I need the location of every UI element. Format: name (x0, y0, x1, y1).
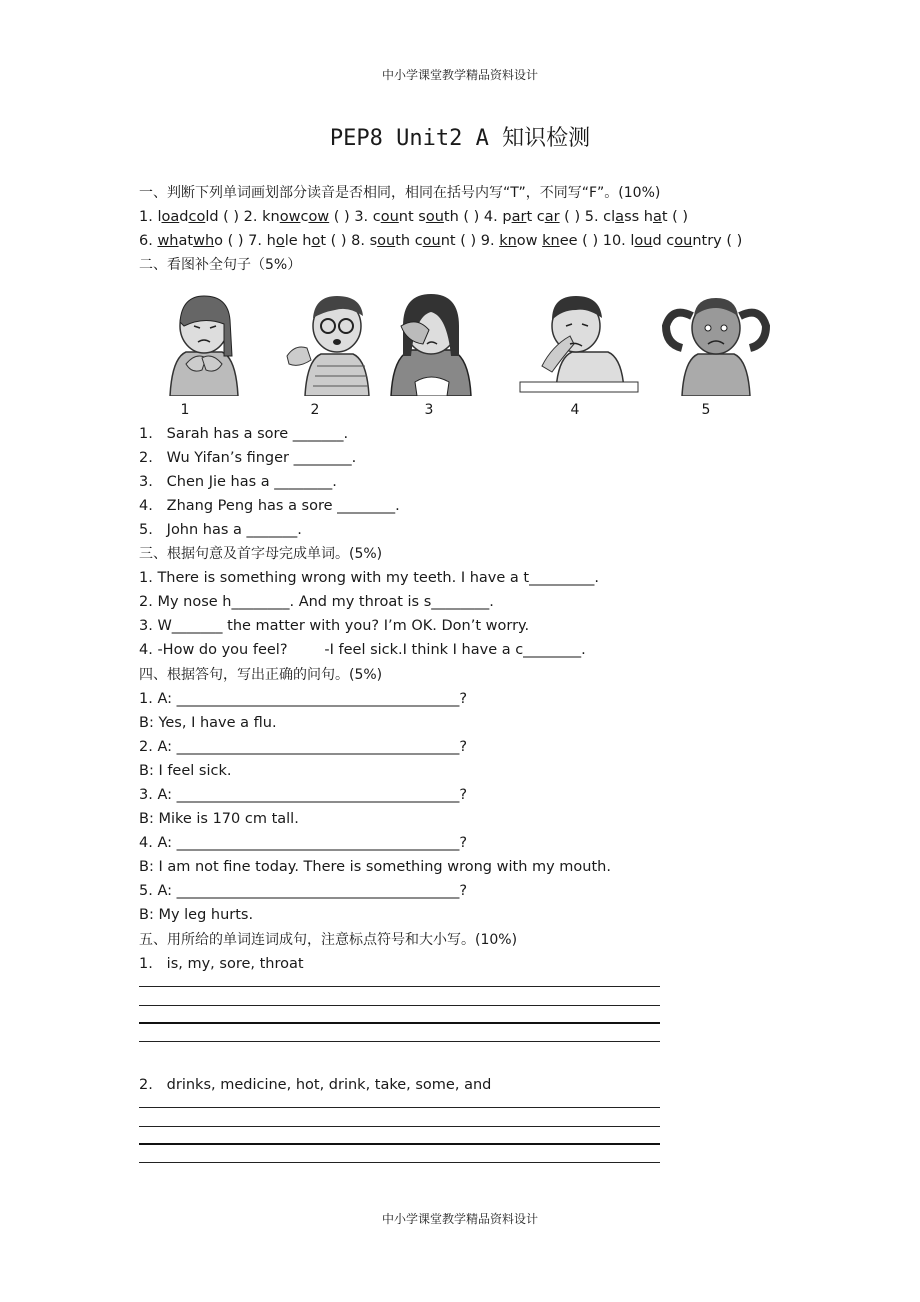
section4-answer: B: I am not fine today. There is something wrong with my mouth. (139, 859, 611, 875)
section1-heading: 一、判断下列单词画划部分读音是否相同，相同在括号内写“T”，不同写“F”。(10%) (139, 185, 661, 201)
section3-heading: 三、根据句意及首字母完成单词。(5%) (139, 546, 383, 562)
picture-girl-headache (367, 286, 495, 396)
section3-item: 2. My nose h________. And my throat is s________. (139, 594, 494, 610)
section3-item: 3. W_______ the matter with you? I’m OK. Don’t worry. (139, 618, 530, 634)
page-header: 中小学课堂教学精品资料设计 (381, 68, 538, 82)
section2-item: 1. Sarah has a sore _______. (139, 426, 349, 442)
page-title: PEP8 Unit2 A 知识检测 (329, 126, 591, 151)
answer-line (139, 1162, 660, 1163)
section4-answer: B: Yes, I have a flu. (139, 715, 277, 731)
section4-answer: B: I feel sick. (139, 763, 232, 779)
section5-heading: 五、用所给的单词连词成句，注意标点符号和大小写。(10%) (139, 932, 518, 948)
answer-line (139, 1107, 660, 1108)
picture-number: 3 (424, 402, 434, 418)
picture-boy-nose (512, 286, 640, 396)
section2-heading: 二、看图补全句子（5%） (139, 257, 302, 273)
section5-question: 1. is, my, sore, throat (139, 956, 304, 972)
answer-line (139, 1143, 660, 1145)
section4-heading: 四、根据答句，写出正确的问句。(5%) (139, 667, 383, 683)
answer-line (139, 986, 660, 987)
section2-item: 2. Wu Yifan’s finger ________. (139, 450, 357, 466)
section4-question: 3. A: _______________________________________? (139, 787, 468, 803)
section4-question: 4. A: _______________________________________? (139, 835, 468, 851)
section1-row1: 1. loadcold ( ) 2. knowcow ( ) 3. count south ( ) 4. part car ( ) 5. class hat ( ) (139, 209, 689, 225)
section2-item: 4. Zhang Peng has a sore ________. (139, 498, 400, 514)
section4-question: 1. A: _______________________________________? (139, 691, 468, 707)
picture-number: 4 (570, 402, 580, 418)
section4-question: 2. A: _______________________________________? (139, 739, 468, 755)
section2-item: 3. Chen Jie has a ________. (139, 474, 337, 490)
answer-line (139, 1022, 660, 1024)
picture-boy-fever (652, 286, 780, 396)
answer-line (139, 1041, 660, 1042)
section4-answer: B: Mike is 170 cm tall. (139, 811, 299, 827)
section4-answer: B: My leg hurts. (139, 907, 254, 923)
answer-line (139, 1005, 660, 1006)
section4-question: 5. A: _______________________________________? (139, 883, 468, 899)
answer-line (139, 1126, 660, 1127)
picture-number: 1 (180, 402, 190, 418)
section5-question: 2. drinks, medicine, hot, drink, take, some, and (139, 1077, 492, 1093)
section1-row2: 6. whatwho ( ) 7. hole hot ( ) 8. south count ( ) 9. know knee ( ) 10. loud country ( ) (139, 233, 743, 249)
section3-item: 4. -How do you feel? -I feel sick.I think I have a c________. (139, 642, 586, 658)
picture-number: 2 (310, 402, 320, 418)
section2-item: 5. John has a _______. (139, 522, 302, 538)
picture-girl-sore-throat (140, 286, 268, 396)
picture-number: 5 (701, 402, 711, 418)
page-footer: 中小学课堂教学精品资料设计 (381, 1212, 538, 1226)
section3-item: 1. There is something wrong with my teeth. I have a t_________. (139, 570, 599, 586)
